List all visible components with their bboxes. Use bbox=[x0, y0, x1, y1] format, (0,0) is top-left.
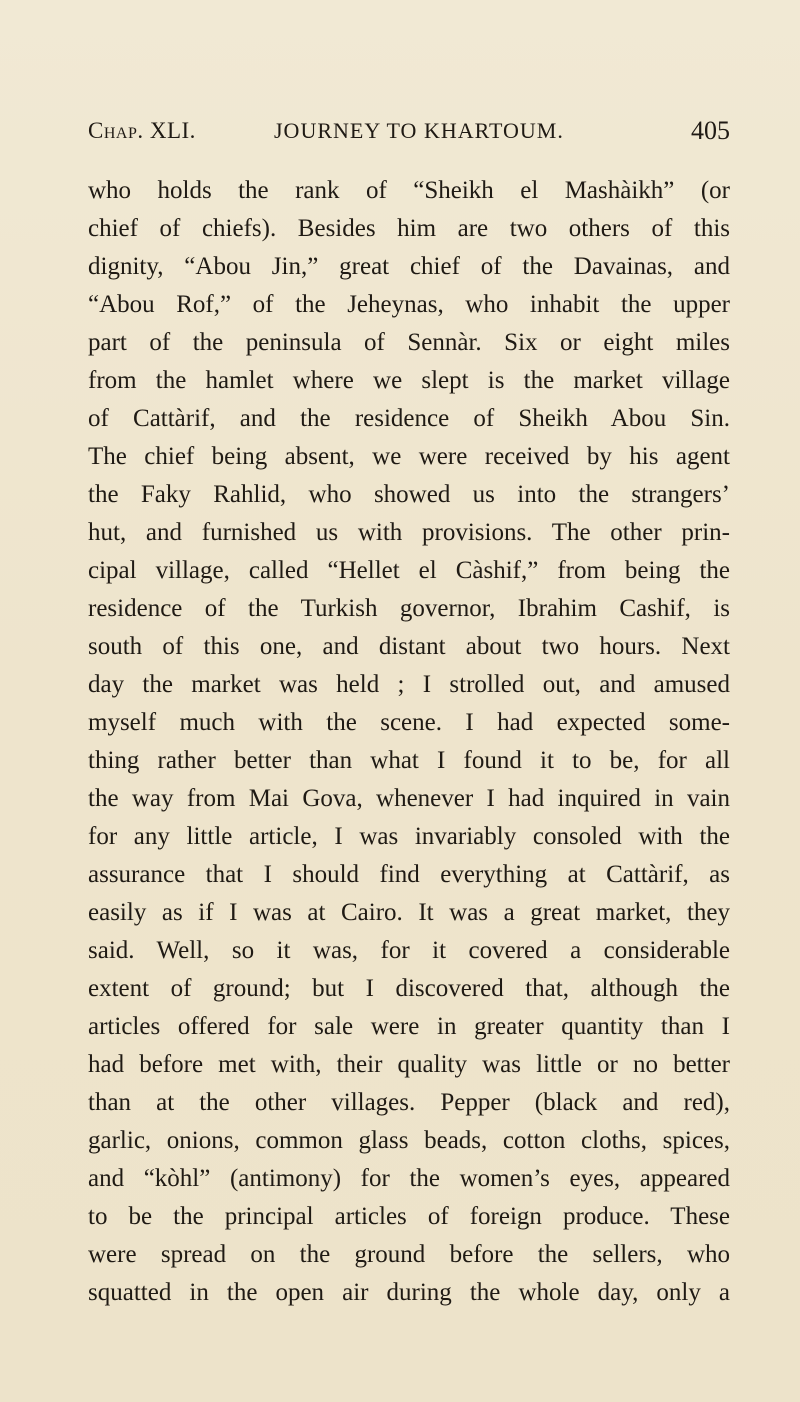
text-line: south of this one, and distant about two hours. Next bbox=[88, 633, 730, 660]
text-line: said. Well, so it was, for it covered a considerable bbox=[88, 937, 730, 964]
text-line: had before met with, their quality was little or no better bbox=[88, 1051, 730, 1078]
text-line: the Faky Rahlid, who showed us into the strangers’ bbox=[88, 481, 730, 508]
chapter-label: Chap. XLI. bbox=[88, 118, 196, 143]
text-line: hut, and furnished us with provisions. The other prin- bbox=[88, 519, 730, 546]
page-number: 405 bbox=[691, 116, 730, 145]
text-line: The chief being absent, we were received by his agent bbox=[88, 443, 730, 470]
text-line: garlic, onions, common glass beads, cotton cloths, spices, bbox=[88, 1127, 730, 1154]
text-line: residence of the Turkish governor, Ibrahim Cashif, is bbox=[88, 595, 730, 622]
text-line: to be the principal articles of foreign produce. These bbox=[88, 1203, 730, 1230]
text-line: the way from Mai Gova, whenever I had inquired in vain bbox=[88, 785, 730, 812]
text-line: chief of chiefs). Besides him are two others of this bbox=[88, 215, 730, 242]
text-line: who holds the rank of “Sheikh el Mashàikh” (or bbox=[88, 177, 730, 204]
text-line: of Cattàrif, and the residence of Sheikh Abou Sin. bbox=[88, 405, 730, 432]
text-line: cipal village, called “Hellet el Càshif,” from being the bbox=[88, 557, 730, 584]
text-line: squatted in the open air during the whole day, only a bbox=[88, 1279, 730, 1306]
text-line: extent of ground; but I discovered that, although the bbox=[88, 975, 730, 1002]
text-line: “Abou Rof,” of the Jeheynas, who inhabit the upper bbox=[88, 291, 730, 318]
text-line: were spread on the ground before the sellers, who bbox=[88, 1241, 730, 1268]
text-line: day the market was held ; I strolled out, and amused bbox=[88, 671, 730, 698]
text-line: dignity, “Abou Jin,” great chief of the Davainas, and bbox=[88, 253, 730, 280]
text-line: for any little article, I was invariably consoled with the bbox=[88, 823, 730, 850]
text-line: myself much with the scene. I had expected some- bbox=[88, 709, 730, 736]
text-line: articles offered for sale were in greater quantity than I bbox=[88, 1013, 730, 1040]
text-line: easily as if I was at Cairo. It was a great market, they bbox=[88, 899, 730, 926]
running-title: JOURNEY TO KHARTOUM. bbox=[274, 118, 564, 143]
text-line: assurance that I should find everything at Cattàrif, as bbox=[88, 861, 730, 888]
text-line: and “kòhl” (antimony) for the women’s eyes, appeared bbox=[88, 1165, 730, 1192]
text-line: than at the other villages. Pepper (black and red), bbox=[88, 1089, 730, 1116]
running-head bbox=[88, 118, 730, 158]
body-text bbox=[88, 172, 730, 1312]
text-line: thing rather better than what I found it to be, for all bbox=[88, 747, 730, 774]
text-line: part of the peninsula of Sennàr. Six or eight miles bbox=[88, 329, 730, 356]
text-line: from the hamlet where we slept is the market village bbox=[88, 367, 730, 394]
